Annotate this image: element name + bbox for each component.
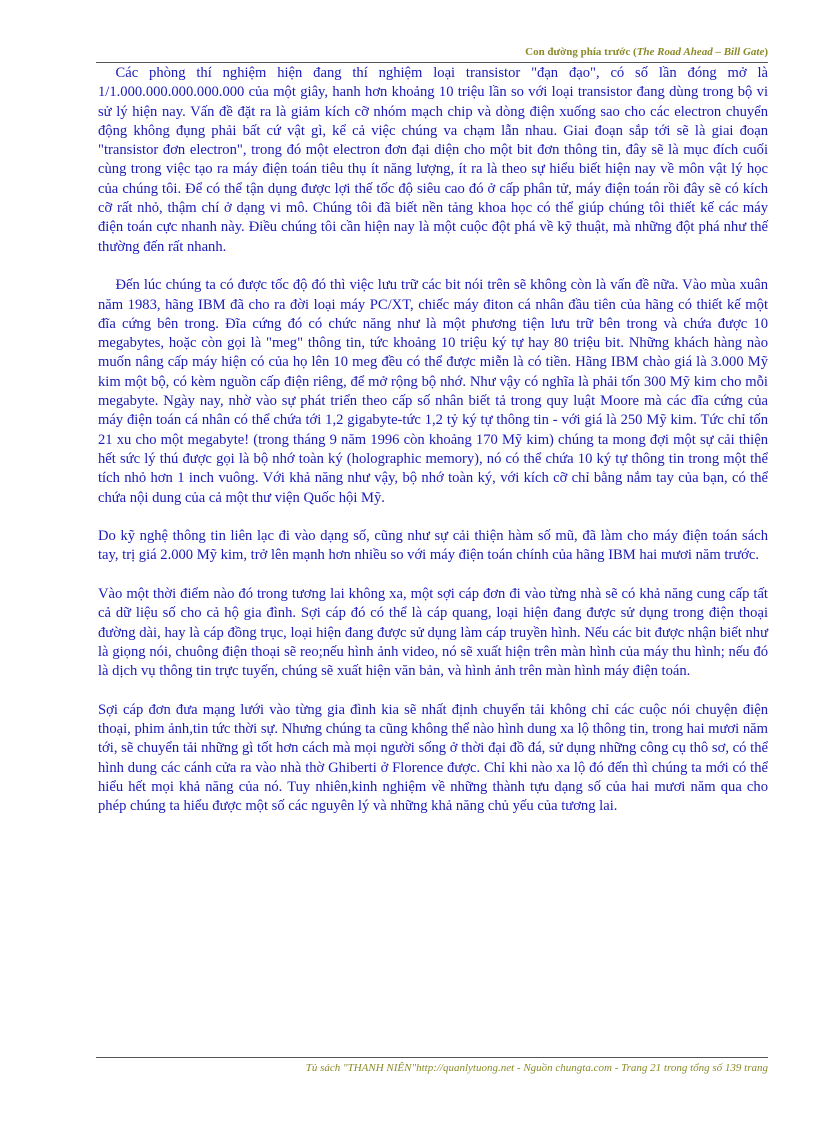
paragraph-4: Vào một thời điểm nào đó trong tương lai không xa, một sợi cáp đơn đi vào từng nhà sẽ có khả năng cung cấp tất cả dữ liệu số cho cả hộ gia đình. Sợi cáp đó có thể là cáp quang, loại hiện đang được sử dụng trong điện thoại đường dài, hay là cáp đồng trục, loại hiện đang được sử dụng làm cáp truyền hình. Nếu các bit được nhận biết như là giọng nói, chuông điện thoại sẽ reo;nếu hình ảnh video, nó sẽ xuất hiện trên màn hình của máy thu hình; nếu đó là dịch vụ thông tin trực tuyến, chúng sẽ xuất hiện văn bản, và hình ảnh trên màn hình máy điện toán. [98, 586, 768, 680]
running-header [96, 46, 768, 58]
paragraph-2: Đến lúc chúng ta có được tốc độ đó thì việc lưu trữ các bit nói trên sẽ không còn là vấn đề nữa. Vào mùa xuân năm 1983, hãng IBM đã cho ra đời loại máy PC/XT, chiếc máy điton cá nhân đầu tiên của hãng có thiết kế một đĩa cứng bên trong. Đĩa cứng đó có chức năng như là một phương tiện lưu trữ bên trong và chứa được 10 megabytes, hoặc còn gọi là "meg" thông tin, tức khoảng 10 triệu ký tự hay 80 triệu bit. Những khách hàng nào muốn nâng cấp máy hiện có của họ lên 10 meg đều có thể được miễn là có tiền. Hãng IBM chào giá là 3.000 Mỹ kim một bộ, có kèm nguồn cấp điện riêng, để mở rộng bộ nhớ. Như vậy có nghĩa là phải tốn 300 Mỹ kim cho mỗi megabyte. Ngày nay, nhờ vào sự phát triển theo cấp số nhân biết tả trong quy luật Moore mà các đĩa cứng của máy điện toán cá nhân có thể chứa tới 1,2 gigabyte-tức 1,2 tỷ ký tự thông tin - với giá là 250 Mỹ kim. Tức chỉ tốn 21 xu cho một megabyte! (trong tháng 9 năm 1996 còn khoảng 170 Mỹ kim) chúng ta mong đợi một sự cải thiện hết sức lý thú được gọi là bộ nhớ toàn ký (holographic memory), nó có thể chứa 10 ký tự thông tin trong một thể tích nhỏ hơn 1 inch vuông. Với khả năng như vậy, bộ nhớ toàn ký, với kích cỡ chỉ bằng nắm tay của bạn, có thể chứa nội dung của cả một thư viện Quốc hội Mỹ. [98, 277, 768, 506]
header-prefix: Con đường phía trước ( [525, 46, 637, 58]
header-book-title: The Road Ahead – Bill Gate [636, 46, 765, 58]
footer-rule [96, 1057, 768, 1058]
page-footer: Tủ sách "THANH NIÊN"http://quanlytuong.net - Nguồn chungta.com - Trang 21 trong tổng số 139 trang [305, 1062, 768, 1074]
paragraph-3: Do kỹ nghệ thông tin liên lạc đi vào dạng số, cũng như sự cải thiện hàm số mũ, đã làm cho máy điện toán sách tay, trị giá 2.000 Mỹ kim, trở lên mạnh hơn nhiều so với máy điện toán chính của hãng IBM hai mươi năm trước. [98, 528, 768, 564]
paragraph-1: Các phòng thí nghiệm hiện đang thí nghiệm loại transistor "đạn đạo", có số lần đóng mở là 1/1.000.000.000.000.000 của một giây, hanh hơn khoảng 10 triệu lần so với loại transistor đang dùng trong bộ vi sử lý hiện nay. Vấn đề đặt ra là giảm kích cỡ nhóm mạch chip và dòng điện xuống sao cho các electron chuyển động không đụng phải bất cứ vật gì, kể cả việc chúng va chạm lẫn nhau. Giai đoạn sắp tới sẽ là giai đoạn "transistor đơn electron", trong đó một electron đơn đại diện cho một bit đơn thông tin, đây sẽ là mục đích cuối cùng trong việc tạo ra máy điện toán tiêu thụ ít năng lượng, ít ra là theo sự hiểu biết hiện nay về môn vật lý học của chúng tôi. Để có thể tận dụng được lợi thế tốc độ siêu cao đó ở cấp phân tử, máy điện toán rồi đây sẽ có kích cỡ rất nhỏ, thậm chí ở dạng vi mô. Chúng tôi đã biết nền tảng khoa học có thể giúp chúng tôi thiết kế các máy điện toán cực nhanh này. Điều chúng tôi cần hiện nay là một cuộc đột phá về kỹ thuật, mà những đột phá như thế thường đến rất nhanh. [98, 65, 768, 255]
page-body [98, 64, 768, 836]
paragraph-5: Sợi cáp đơn đưa mạng lưới vào từng gia đình kia sẽ nhất định chuyển tải không chỉ các cuộc nói chuyện điện thoại, phim ảnh,tin tức thời sự. Nhưng chúng ta cũng không thể nào hình dung xa lộ thông tin, trong hai mươi năm tới, sẽ chuyển tải những gì tốt hơn cách mà mọi người sống ở thời đại đồ đá, sử dụng những công cụ thô sơ, có thể hình dung các cánh cửa ra vào nhà thờ Ghiberti ở Florence được. Chỉ khi nào xa lộ đó đến thì chúng ta mới có thể hiểu hết mọi khả năng của nó. Tuy nhiên,kinh nghiệm về những thành tựu dạng số của hai mươi năm qua cho phép chúng ta hiểu được một số các nguyên lý và những khả năng chủ yếu của tương lai. [98, 701, 768, 815]
header-rule [96, 62, 768, 63]
header-suffix: ) [764, 46, 768, 58]
